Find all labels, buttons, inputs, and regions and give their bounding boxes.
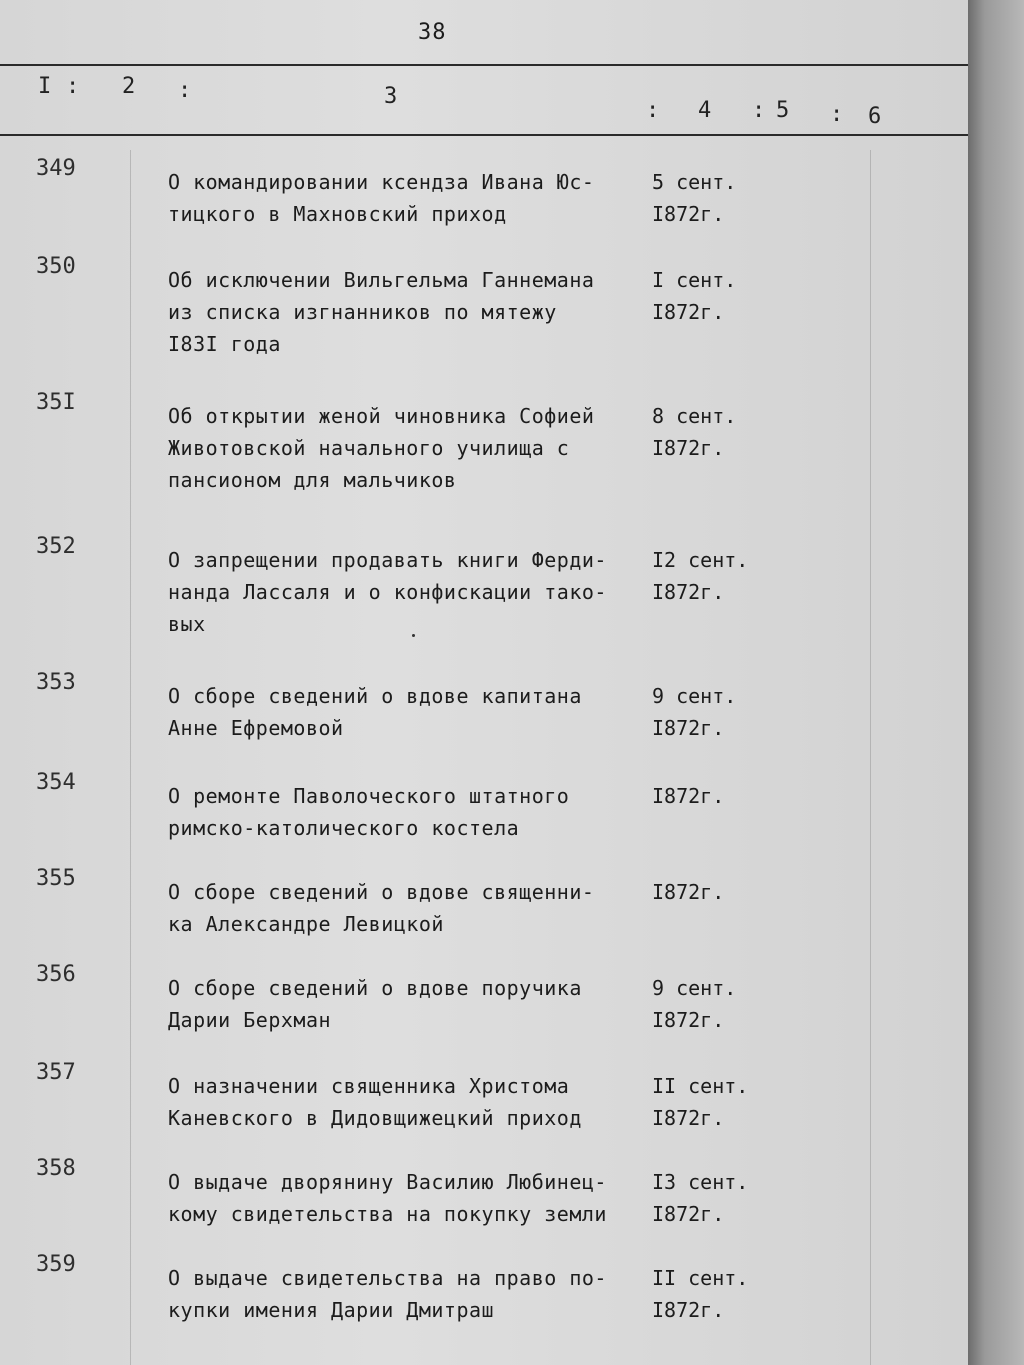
column-heading-4: 4 [698,98,712,123]
entry-date: I2 сент. I872г. [652,548,749,604]
column-guide-line [130,150,131,1365]
header-bottom-rule [0,134,968,136]
entry-title: Об исключении Вильгельма Ганнемана из списка изгнанников по мятежу I83I года [168,268,595,356]
column-guide-line [870,150,871,1365]
entry-title: Об открытии женой чиновника Софией Животовской начального училища с пансионом для мальчиков [168,404,595,492]
column-heading-3: 3 [384,84,398,109]
column-heading-5: 5 [776,98,790,123]
entry-number: 357 [36,1060,76,1085]
header-top-rule [0,64,968,66]
entry-title: О назначении священника Христома Каневского в Дидовщижецкий приход [168,1074,582,1130]
entry-number: 358 [36,1156,76,1181]
column-separator: : [178,78,192,103]
entry-date: I3 сент. I872г. [652,1170,749,1226]
entry-number: 350 [36,254,76,279]
entry-title: О выдаче дворянину Василию Любинец- кому свидетельства на покупку земли [168,1170,607,1226]
entry-title: О сборе сведений о вдове капитана Анне Ефремовой [168,684,582,740]
entry-title: О выдаче свидетельства на право по- купки имения Дарии Дмитраш [168,1266,607,1322]
page-edge-background [968,0,1024,1365]
entry-date: I872г. [652,880,725,904]
entry-date: I872г. [652,784,725,808]
ink-speck [412,634,415,637]
entry-date: 9 сент. I872г. [652,684,737,740]
entry-date: 5 сент. I872г. [652,170,737,226]
entry-title: О сборе сведений о вдове священни- ка Александре Левицкой [168,880,595,936]
column-separator: : [646,98,660,123]
entry-number: 353 [36,670,76,695]
entry-title: О сборе сведений о вдове поручика Дарии Берхман [168,976,582,1032]
entry-number: 35I [36,390,76,415]
entry-number: 359 [36,1252,76,1277]
entry-number: 352 [36,534,76,559]
column-separator: : [66,74,80,99]
entry-date: I сент. I872г. [652,268,737,324]
entry-title: О запрещении продавать книги Ферди- нанда Лассаля и о конфискации тако- вых [168,548,607,636]
column-heading-6: 6 [868,104,882,129]
entry-title: О ремонте Паволочеcкого штатного римско-католического костела [168,784,570,840]
entry-date: 8 сент. I872г. [652,404,737,460]
entry-date: II сент. I872г. [652,1266,749,1322]
column-heading-1: I [38,74,52,99]
entry-date: 9 сент. I872г. [652,976,737,1032]
entry-number: 356 [36,962,76,987]
entry-date: II сент. I872г. [652,1074,749,1130]
column-heading-2: 2 [122,74,136,99]
column-separator: : [830,102,844,127]
entry-number: 349 [36,156,76,181]
entry-title: О командировании ксендза Ивана Юс- тицкого в Махновский приход [168,170,595,226]
page-number: 38 [418,20,447,45]
entry-number: 354 [36,770,76,795]
column-separator: : [752,98,766,123]
entry-number: 355 [36,866,76,891]
